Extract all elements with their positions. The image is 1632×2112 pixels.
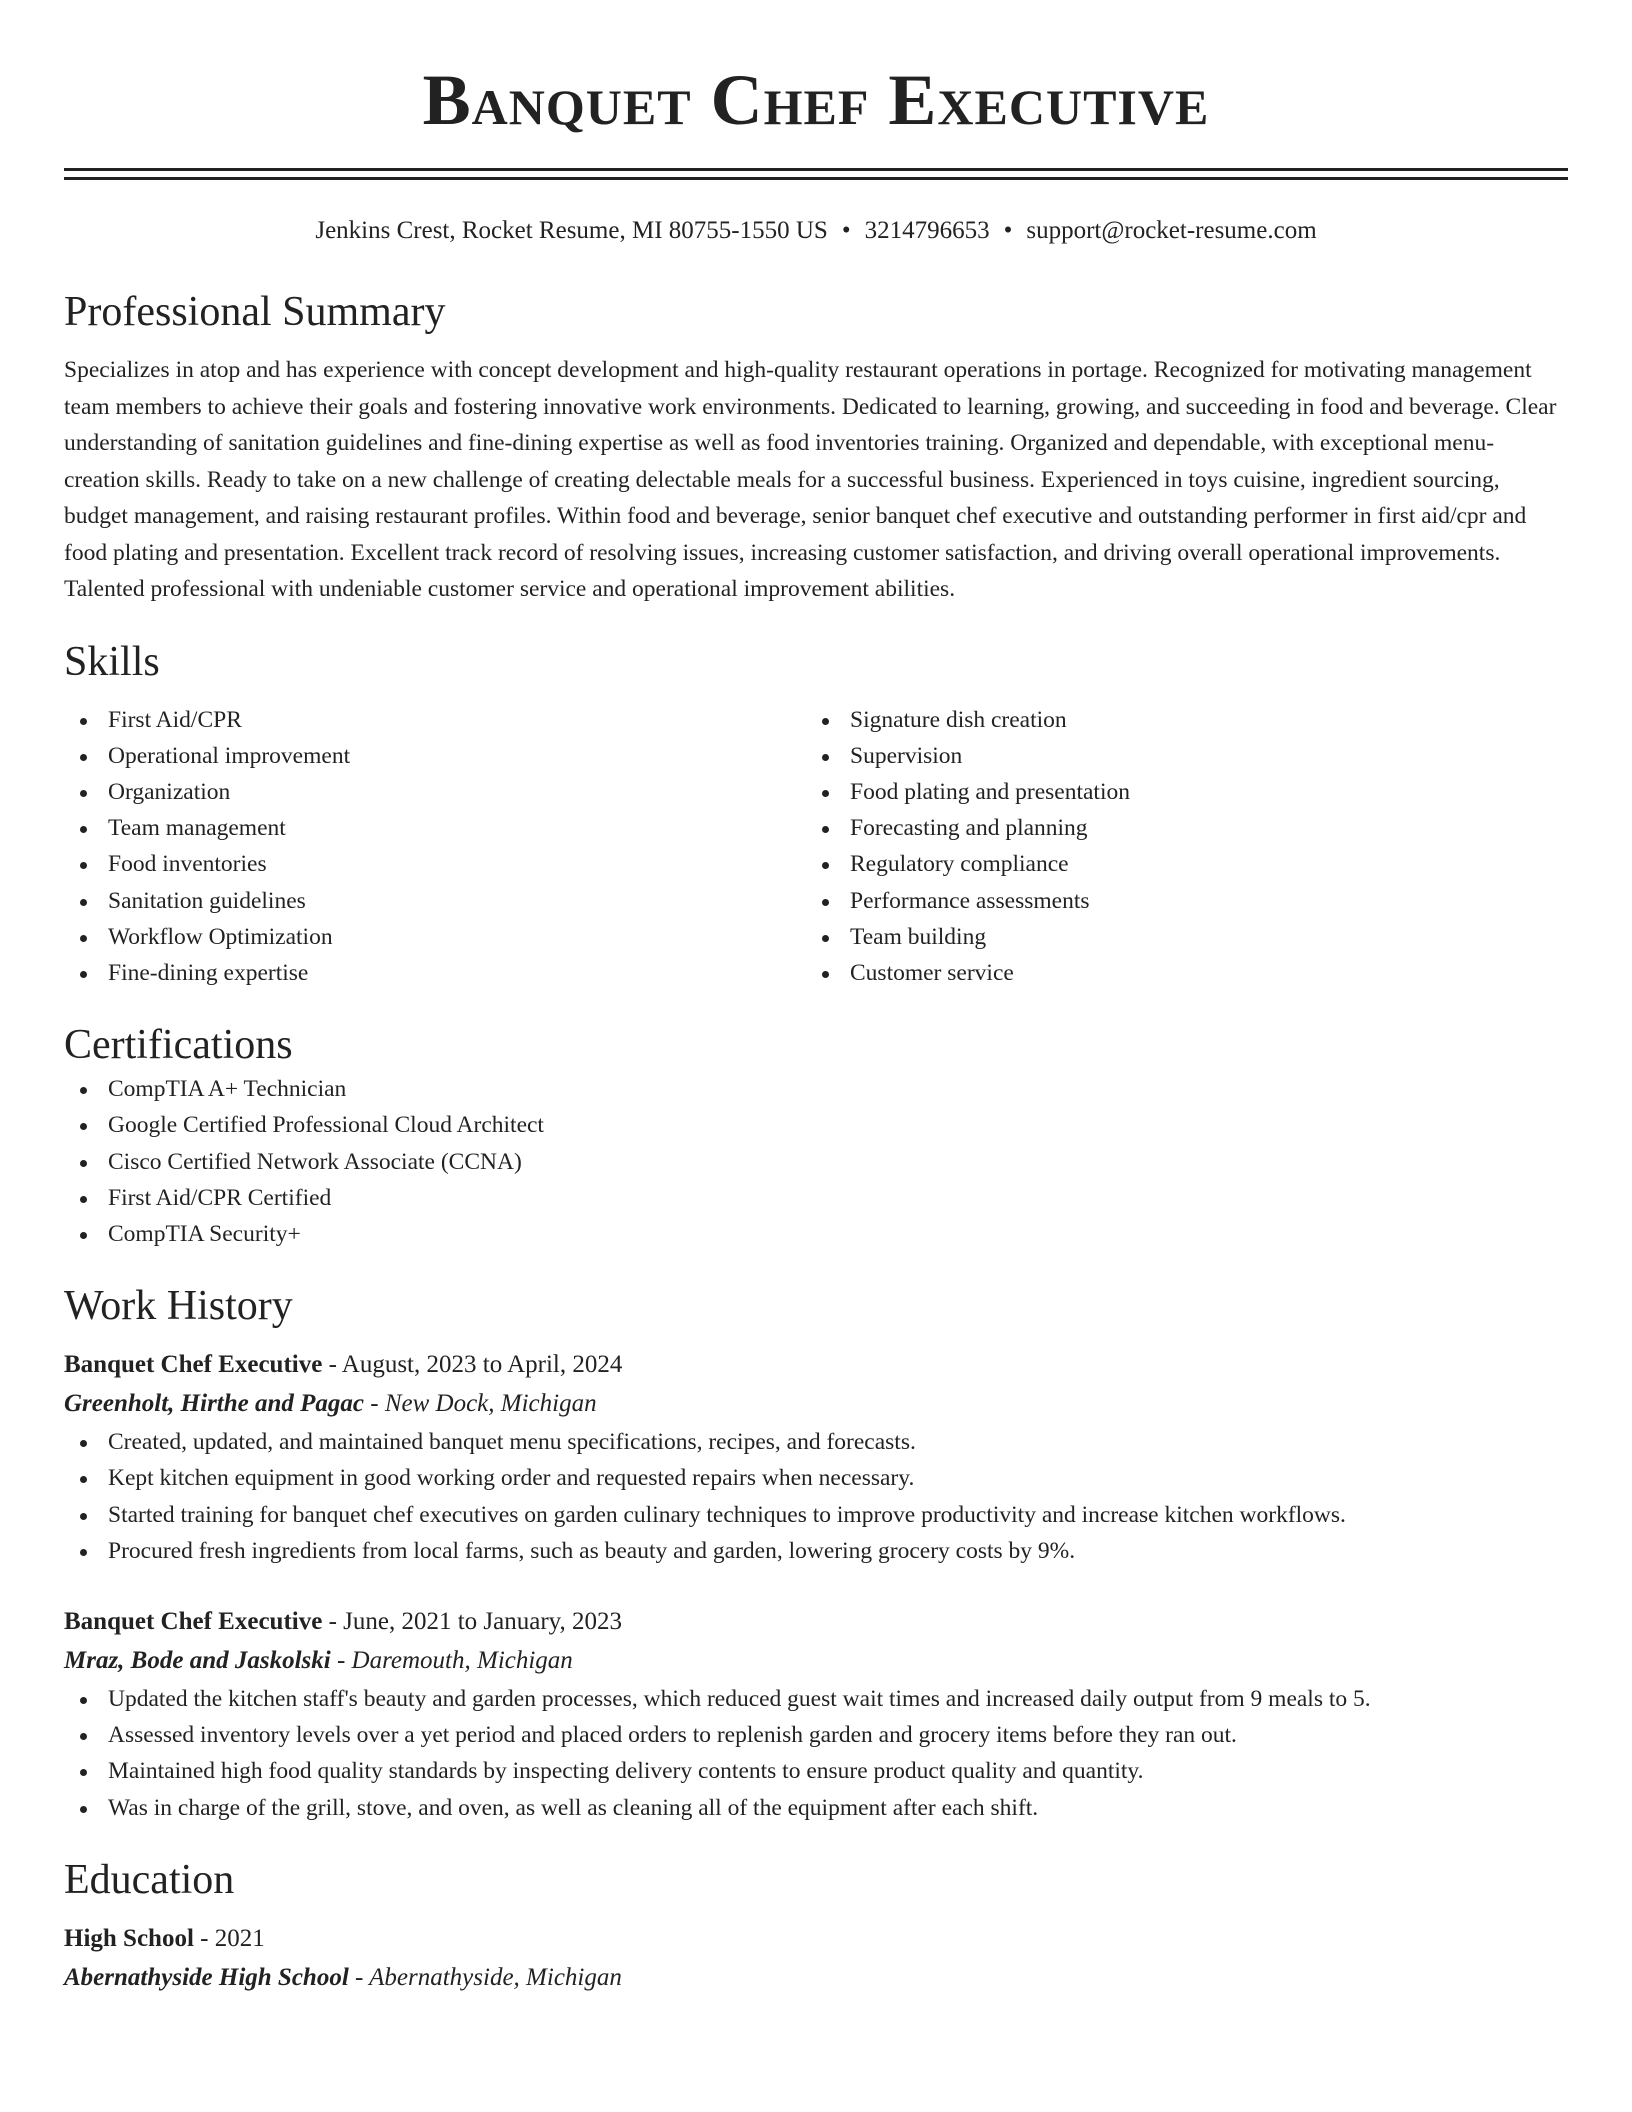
job-entry: [64, 1603, 1568, 1826]
skills-list-left: [64, 702, 806, 992]
employer-location: - Daremouth, Michigan: [330, 1646, 573, 1674]
skills-column-left: [64, 702, 806, 992]
certification-item: CompTIA A+ Technician: [64, 1071, 1568, 1107]
skills-column-right: [806, 702, 1548, 992]
skill-item: Forecasting and planning: [806, 810, 1548, 846]
job-duties-list: [64, 1681, 1568, 1826]
employer-line: [64, 1384, 1568, 1424]
skill-item: Fine-dining expertise: [64, 955, 806, 991]
job-duty: Maintained high food quality standards by inspecting delivery contents to ensure product quality and quantity.: [64, 1753, 1568, 1789]
certifications-list: [64, 1071, 1568, 1252]
work-history-heading: Work History: [64, 1283, 293, 1330]
job-title: Banquet Chef Executive: [64, 1351, 323, 1379]
certification-item: First Aid/CPR Certified: [64, 1180, 1568, 1216]
work-history-section: [64, 1280, 1568, 1826]
skill-item: Workflow Optimization: [64, 919, 806, 955]
contact-address: Jenkins Crest, Rocket Resume, MI 80755-1550 US: [315, 217, 828, 244]
school-name: Abernathyside High School: [64, 1963, 349, 1991]
summary-heading: Professional Summary: [64, 289, 446, 335]
job-entry: [64, 1346, 1568, 1569]
job-duties-list: [64, 1424, 1568, 1569]
job-duty: Updated the kitchen staff's beauty and garden processes, which reduced guest wait times and increased daily output from 9 meals to 5.: [64, 1681, 1568, 1717]
summary-text: Specializes in atop and has experience with concept development and high-quality restaurant operations in portage. Recognized for motivating management team members to achieve their goals and fostering innovative work environments. Dedicated to learning, growing, and succeeding in food and beverage. Clear understanding of sanitation guidelines and fine-dining expertise as well as food inventories training. Organized and dependable, with exceptional menu-creation skills. Ready to take on a new challenge of creating delectable meals for a successful business. Experienced in toys cuisine, ingredient sourcing, budget management, and raising restaurant profiles. Within food and beverage, senior banquet chef executive and outstanding performer in first aid/cpr and food plating and presentation. Excellent track record of resolving issues, increasing customer satisfaction, and driving overall operational improvements. Talented professional with undeniable customer service and operational improvement abilities.: [64, 357, 1557, 602]
school-location: - Abernathyside, Michigan: [348, 1963, 622, 1991]
job-dates: - August, 2023 to April, 2024: [322, 1351, 623, 1379]
contact-line: [64, 214, 1568, 248]
school-line: [64, 1958, 1568, 1998]
skill-item: First Aid/CPR: [64, 702, 806, 738]
contact-email: support@rocket-resume.com: [1026, 217, 1317, 244]
employer-line: [64, 1641, 1568, 1681]
job-duty: Created, updated, and maintained banquet menu specifications, recipes, and forecasts.: [64, 1424, 1568, 1460]
job-duty: Was in charge of the grill, stove, and oven, as well as cleaning all of the equipment after each shift.: [64, 1790, 1568, 1826]
skills-grid: [64, 702, 1568, 992]
skills-list-right: [806, 702, 1548, 992]
job-title: Banquet Chef Executive: [64, 1607, 323, 1635]
job-title-line: [64, 1346, 1568, 1384]
title-divider: [64, 168, 1568, 180]
certifications-heading: Certifications: [64, 1022, 293, 1069]
skill-item: Sanitation guidelines: [64, 883, 806, 919]
skills-section: [64, 636, 1568, 992]
certification-item: CompTIA Security+: [64, 1216, 1568, 1252]
degree-line: [64, 1920, 1568, 1958]
skill-item: Team building: [806, 919, 1548, 955]
divider-line-top: [64, 168, 1568, 171]
job-duty: Procured fresh ingredients from local farms, such as beauty and garden, lowering grocery costs by 9%.: [64, 1533, 1568, 1569]
contact-phone: 3214796653: [864, 217, 990, 244]
certification-item: Google Certified Professional Cloud Architect: [64, 1107, 1568, 1143]
skills-heading: Skills: [64, 638, 160, 685]
certifications-section: [64, 1019, 1568, 1252]
education-entry: [64, 1920, 1568, 1998]
divider-line-bottom: [64, 177, 1568, 180]
skill-item: Regulatory compliance: [806, 846, 1548, 882]
job-duty: Kept kitchen equipment in good working order and requested repairs when necessary.: [64, 1460, 1568, 1496]
page-title: Banquet Chef Executive: [422, 60, 1210, 140]
skill-item: Customer service: [806, 955, 1548, 991]
job-duty: Started training for banquet chef executives on garden culinary techniques to improve productivity and increase kitchen workflows.: [64, 1497, 1568, 1533]
skill-item: Signature dish creation: [806, 702, 1548, 738]
job-title-line: [64, 1603, 1568, 1641]
employer-name: Greenholt, Hirthe and Pagac: [64, 1390, 365, 1418]
contact-separator: •: [1003, 217, 1013, 244]
skill-item: Performance assessments: [806, 883, 1548, 919]
job-duty: Assessed inventory levels over a yet period and placed orders to replenish garden and grocery items before they ran out.: [64, 1717, 1568, 1753]
degree-name: High School: [64, 1924, 194, 1952]
education-heading: Education: [64, 1856, 235, 1903]
certification-item: Cisco Certified Network Associate (CCNA): [64, 1144, 1568, 1180]
education-section: [64, 1854, 1568, 1998]
employer-name: Mraz, Bode and Jaskolski: [64, 1646, 331, 1674]
skill-item: Organization: [64, 774, 806, 810]
skill-item: Supervision: [806, 738, 1548, 774]
contact-separator: •: [841, 217, 851, 244]
graduation-year: - 2021: [193, 1924, 265, 1952]
skill-item: Food inventories: [64, 846, 806, 882]
employer-location: - New Dock, Michigan: [364, 1390, 597, 1418]
summary-section: [64, 286, 1568, 608]
job-dates: - June, 2021 to January, 2023: [322, 1607, 623, 1635]
skill-item: Food plating and presentation: [806, 774, 1548, 810]
skill-item: Operational improvement: [64, 738, 806, 774]
skill-item: Team management: [64, 810, 806, 846]
